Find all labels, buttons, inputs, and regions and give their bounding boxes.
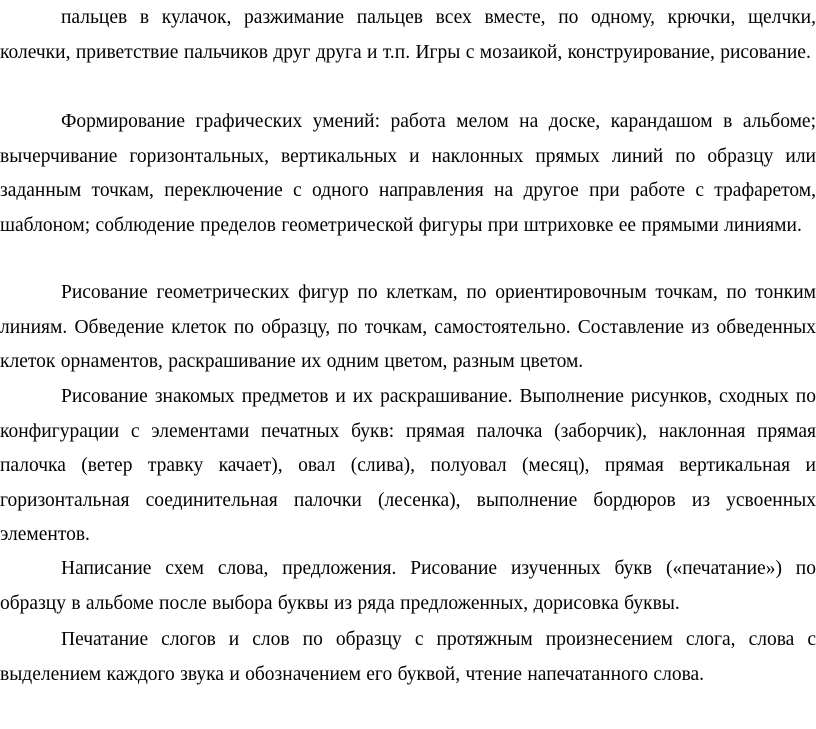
paragraph-printing-syllables: Печатание слогов и слов по образцу с протяжным произнесением слога, слова с выделением каждого звука и обозначением его буквой, чтение напечатанного слова. [0,629,816,685]
paragraph-geometric-figures: Рисование геометрических фигур по клеткам, по ориентировочным точкам, по тонким линиям. Обведение клеток по образцу, по точкам, самостоятельно. Составление из обведенных клеток орнаментов, раскрашивание их одним цветом, разным цветом. [0,282,816,372]
paragraph-graphic-skills: Формирование графических умений: работа мелом на доске, карандашом в альбоме; вычерчивание горизонтальных, вертикальных и наклонных прямых линий по образцу или заданным точкам, переключение с одного направления на другое при работе с трафаретом, шаблоном; соблюдение пределов геометрической фигуры при штриховке ее прямыми линиями. [0,111,816,236]
paragraph-drawing-objects: Рисование знакомых предметов и их раскрашивание. Выполнение рисунков, сходных по конфигурации с элементами печатных букв: прямая палочка (заборчик), наклонная прямая палочка (ветер травку качает), овал (слива), полуовал (месяц), прямая вертикальная и горизонтальная соединительная палочки (лесенка), выполнение бордюров из усвоенных элементов. [0,386,816,545]
paragraph-word-schemes: Написание схем слова, предложения. Рисование изученных букв («печатание») по образцу в альбоме после выбора буквы из ряда предложенных, дорисовка буквы. [0,558,816,614]
paragraph-finger-exercises: пальцев в кулачок, разжимание пальцев всех вместе, по одному, крючки, щелчки, колечки, приветствие пальчиков друг друга и т.п. Игры с мозаикой, конструирование, рисование. [0,7,816,63]
